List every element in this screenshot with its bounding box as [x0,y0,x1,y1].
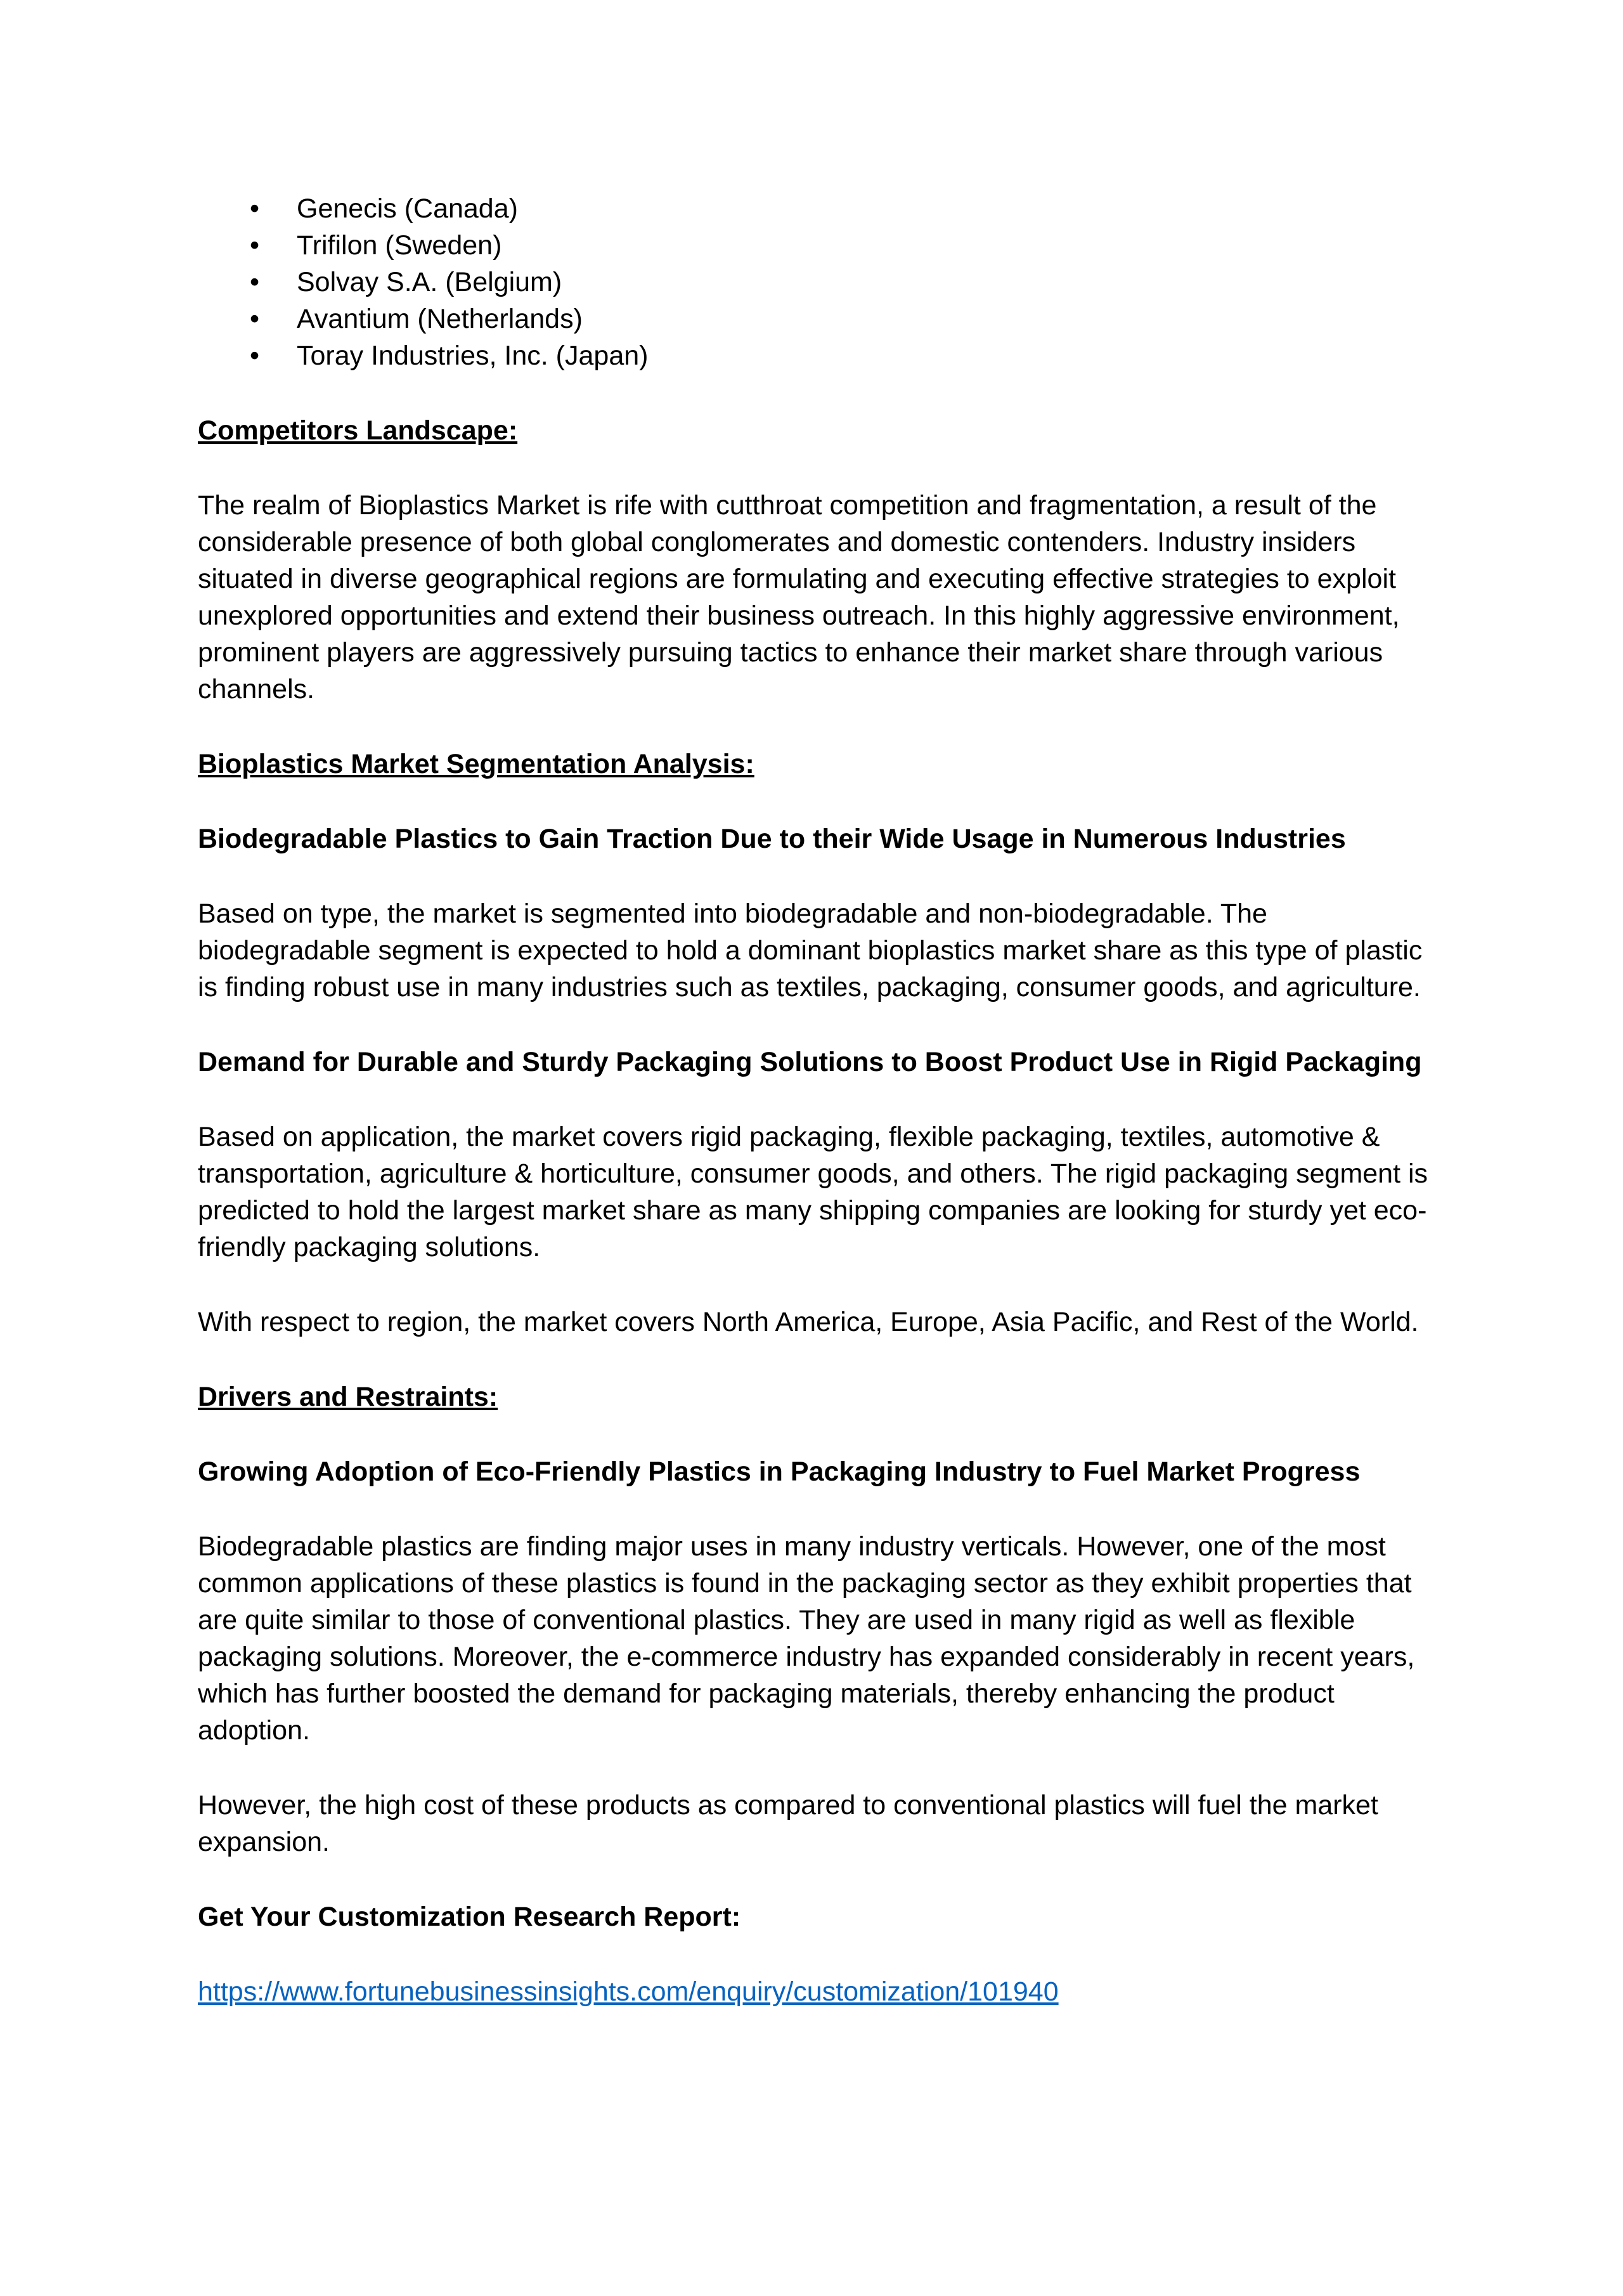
bullet: • [250,304,260,334]
list-item [198,264,1440,301]
drivers-subheading: Growing Adoption of Eco-Friendly Plastics in Packaging Industry to Fuel Market Progress [198,1456,1361,1487]
company-name: Solvay S.A. (Belgium) [297,267,562,297]
restraints-paragraph: However, the high cost of these products as compared to conventional plastics will fuel the market expansion. [198,1790,1378,1857]
company-name: Trifilon (Sweden) [297,230,502,261]
application-subheading: Demand for Durable and Sturdy Packaging Solutions to Boost Product Use in Rigid Packaging [198,1047,1422,1077]
drivers-heading: Drivers and Restraints: [198,1382,498,1412]
customization-link-line [198,1973,1440,2010]
application-paragraph: Based on application, the market covers rigid packaging, flexible packaging, textiles, automotive & transportation, agriculture & horticulture, consumer goods, and others. The rigid packaging segment is predicted to hold the largest market share as many shipping companies are looking for sturdy yet eco-friendly packaging solutions. [198,1122,1428,1262]
company-name: Genecis (Canada) [297,193,518,224]
company-name: Avantium (Netherlands) [297,304,583,334]
type-paragraph: Based on type, the market is segmented into biodegradable and non-biodegradable. The biodegradable segment is expected to hold a dominant bioplastics market share as this type of plastic is finding robust use in many industries such as textiles, packaging, consumer goods, and agriculture. [198,898,1423,1002]
customization-heading: Get Your Customization Research Report: [198,1902,741,1932]
drivers-paragraph: Biodegradable plastics are finding major uses in many industry verticals. However, one of the most common applications of these plastics is found in the packaging sector as they exhibit properties that are quite similar to those of conventional plastics. They are used in many rigid as well as flexible packaging solutions. Moreover, the e-commerce industry has expanded considerably in recent years, which has further boosted the demand for packaging materials, thereby enhancing the product adoption. [198,1531,1415,1746]
bullet: • [250,341,260,371]
competitors-paragraph: The realm of Bioplastics Market is rife with cutthroat competition and fragmentation, a result of the considerable presence of both global conglomerates and domestic contenders. Industry insiders situated in diverse geographical regions are formulating and executing effective strategies to exploit unexplored opportunities and extend their business outreach. In this highly aggressive environment, prominent players are aggressively pursuing tactics to enhance their market share through various channels. [198,490,1400,704]
bullet: • [250,267,260,297]
competitors-heading: Competitors Landscape: [198,415,518,446]
customization-link[interactable]: https://www.fortunebusinessinsights.com/enquiry/customization/101940 [198,1976,1059,2007]
company-name: Toray Industries, Inc. (Japan) [297,341,649,371]
list-item [198,190,1440,227]
document-page [198,190,1440,2010]
bullet: • [250,193,260,224]
segmentation-heading: Bioplastics Market Segmentation Analysis: [198,749,754,779]
list-item [198,337,1440,374]
company-list [198,190,1440,374]
list-item [198,227,1440,264]
type-subheading: Biodegradable Plastics to Gain Traction Due to their Wide Usage in Numerous Industries [198,824,1346,854]
region-paragraph: With respect to region, the market covers North America, Europe, Asia Pacific, and Rest of the World. [198,1307,1419,1337]
list-item [198,301,1440,337]
bullet: • [250,230,260,261]
